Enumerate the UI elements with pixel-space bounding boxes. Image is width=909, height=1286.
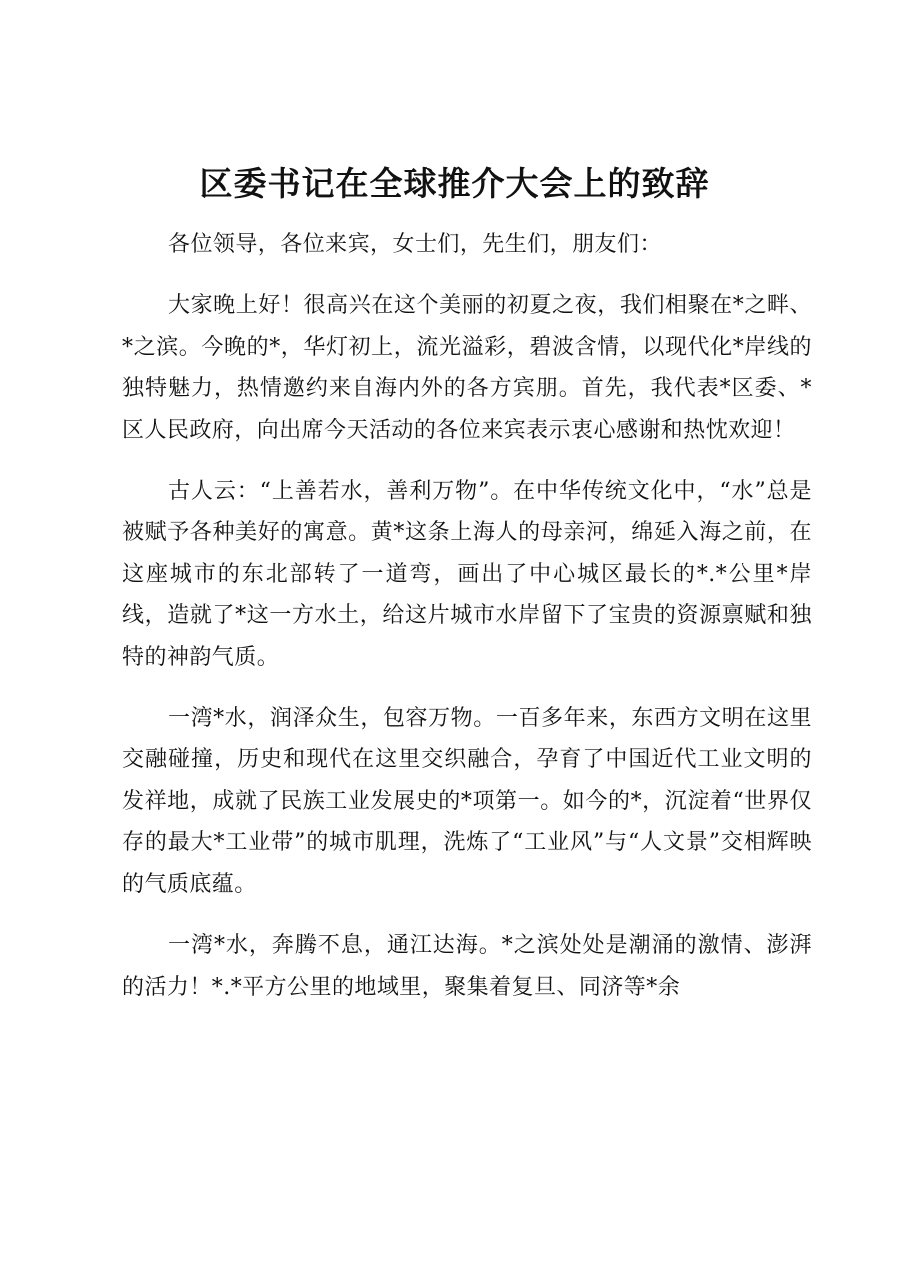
paragraph-water-culture: 古人云：“上善若水，善利万物”。在中华传统文化中，“水”总是被赋予各种美好的寓意。黄*这条上海人的母亲河，绵延入海之前，在这座城市的东北部转了一道弯，画出了中心城区最长的*.*公里*岸线，造就了*这一方水土，给这片城市水岸留下了宝贵的资源禀赋和独特的神韵气质。: [122, 479, 812, 670]
document-body: [122, 224, 812, 1008]
paragraph-greeting: 大家晚上好！很高兴在这个美丽的初夏之夜，我们相聚在*之畔、*之滨。今晚的*，华灯初上，流光溢彩，碧波含情，以现代化*岸线的独特魅力，热情邀约来自海内外的各方宾朋。首先，我代表*区委、*区人民政府，向出席今天活动的各位来宾表示衷心感谢和热忱欢迎！: [122, 293, 812, 443]
paragraph-vitality: 一湾*水，奔腾不息，通江达海。*之滨处处是潮涌的激情、澎湃的活力！*.*平方公里的地域里，聚集着复旦、同济等*余: [122, 933, 812, 1000]
paragraph-salutation: 各位领导，各位来宾，女士们，先生们，朋友们：: [168, 232, 662, 257]
document-title: 区委书记在全球推介大会上的致辞: [199, 164, 710, 203]
paragraph-industrial-history: 一湾*水，润泽众生，包容万物。一百多年来，东西方文明在这里交融碰撞，历史和现代在这里交织融合，孕育了中国近代工业文明的发祥地，成就了民族工业发展史的*项第一。如今的*，沉淀着“世界仅存的最大*工业带”的城市肌理，洗炼了“工业风”与“人文景”交相辉映的气质底蕴。: [122, 706, 812, 897]
